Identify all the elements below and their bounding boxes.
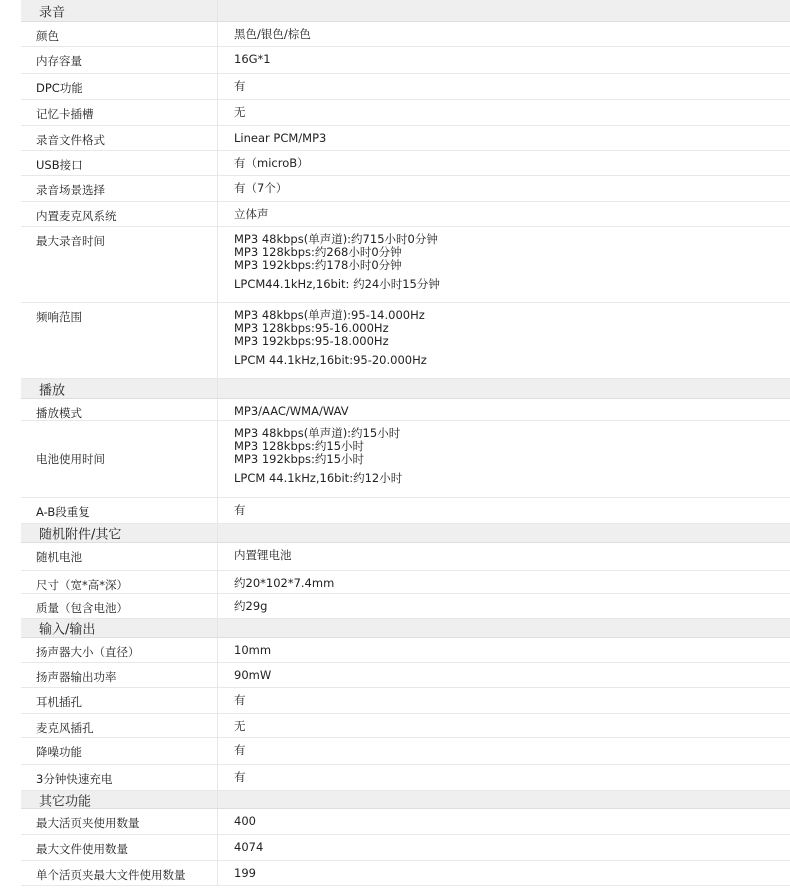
spec-value [234, 427, 402, 485]
section-title: 录音 [39, 5, 66, 20]
spec-value-line: 有（microB） [234, 156, 309, 170]
spec-label: 最大文件使用数量 [36, 842, 128, 856]
spec-value-line: 有 [234, 743, 246, 757]
spec-label: 扬声器大小（直径） [36, 645, 140, 659]
spec-value-line: 黑色/银色/棕色 [234, 27, 311, 41]
spec-value-line: MP3 128kbps:约268小时0分钟 [234, 245, 402, 259]
spec-value [234, 841, 263, 854]
spec-label: 播放模式 [36, 406, 82, 420]
spec-label: DPC功能 [36, 81, 83, 95]
spec-label: 耳机插孔 [36, 695, 82, 709]
spec-value [234, 80, 246, 93]
spec-value [234, 405, 349, 418]
spec-value [234, 208, 269, 221]
spec-label: 颜色 [36, 29, 59, 43]
spec-label: USB接口 [36, 158, 83, 172]
spec-row [21, 835, 790, 861]
spec-value [234, 694, 246, 707]
spec-label: 最大录音时间 [36, 234, 105, 248]
spec-value [234, 233, 440, 291]
section-header [21, 791, 790, 809]
spec-value [234, 309, 427, 367]
spec-value-line: 约29g [234, 599, 268, 613]
spec-value-line: 立体声 [234, 207, 269, 221]
spec-label: 尺寸（宽*高*深） [36, 578, 128, 592]
spec-value [234, 504, 246, 517]
spec-row [21, 421, 790, 498]
spec-row [21, 861, 790, 886]
spec-row [21, 399, 790, 421]
spec-label: 麦克风插孔 [36, 721, 94, 735]
spec-value [234, 53, 271, 66]
spec-label: 电池使用时间 [36, 452, 105, 466]
spec-value [234, 549, 292, 562]
spec-label: 录音文件格式 [36, 133, 105, 147]
spec-value [234, 28, 311, 41]
spec-value [234, 157, 309, 170]
spec-value-line: 有 [234, 79, 246, 93]
spec-value-line: 90mW [234, 668, 272, 682]
section-header [21, 0, 790, 22]
spec-value-line: 无 [234, 105, 246, 119]
spec-label: 记忆卡插槽 [36, 107, 94, 121]
spec-value [234, 182, 287, 195]
spec-row [21, 663, 790, 688]
spec-value [234, 720, 246, 733]
spec-value-line: 有 [234, 770, 246, 784]
spec-row [21, 714, 790, 738]
spec-value [234, 815, 256, 828]
spec-row [21, 738, 790, 765]
spec-row [21, 227, 790, 303]
section-header [21, 524, 790, 543]
spec-label: 3分钟快速充电 [36, 772, 113, 786]
spec-value-line: 199 [234, 866, 256, 880]
spec-value [234, 644, 271, 657]
spec-value-line: 16G*1 [234, 52, 271, 66]
spec-value-line: MP3 48kbps(单声道):约715小时0分钟 [234, 232, 438, 246]
section-header [21, 619, 790, 638]
spec-value-line: LPCM44.1kHz,16bit: 约24小时15分钟 [234, 277, 440, 291]
spec-row [21, 809, 790, 835]
spec-label: A-B段重复 [36, 505, 90, 519]
spec-value [234, 132, 326, 145]
spec-label: 扬声器输出功率 [36, 670, 117, 684]
spec-value-line: MP3/AAC/WMA/WAV [234, 404, 349, 418]
spec-value [234, 867, 256, 880]
spec-row [21, 151, 790, 176]
spec-value-line: 约20*102*7.4mm [234, 576, 335, 590]
spec-value-line: Linear PCM/MP3 [234, 131, 327, 145]
spec-row [21, 202, 790, 227]
section-title: 随机附件/其它 [39, 527, 122, 543]
spec-value-line: LPCM 44.1kHz,16bit:95-20.000Hz [234, 353, 427, 367]
spec-value-line: MP3 48kbps(单声道):95-14.000Hz [234, 308, 425, 322]
spec-value-line: 4074 [234, 840, 264, 854]
spec-row [21, 74, 790, 100]
section-title: 其它功能 [39, 794, 92, 809]
spec-value-line: MP3 48kbps(单声道):约15小时 [234, 426, 401, 440]
spec-value-line: MP3 192kbps:约15小时 [234, 452, 365, 466]
spec-row [21, 543, 790, 571]
spec-value [234, 771, 246, 784]
spec-value-line: MP3 128kbps:约15小时 [234, 439, 365, 453]
spec-value [234, 577, 334, 590]
spec-label: 录音场景选择 [36, 183, 105, 197]
spec-row [21, 100, 790, 126]
section-header [21, 379, 790, 399]
spec-row [21, 498, 790, 524]
spec-value-line: 有 [234, 693, 246, 707]
spec-value [234, 669, 271, 682]
spec-row [21, 303, 790, 379]
spec-label: 内置麦克风系统 [36, 209, 117, 223]
spec-label: 最大活页夹使用数量 [36, 816, 140, 830]
spec-value [234, 600, 267, 613]
spec-value-line: 有（7个） [234, 181, 288, 195]
spec-row [21, 47, 790, 74]
spec-value-line: 有 [234, 503, 246, 517]
section-title: 播放 [39, 383, 66, 398]
spec-label: 频响范围 [36, 310, 82, 324]
spec-label: 单个活页夹最大文件使用数量 [36, 868, 186, 882]
spec-row [21, 638, 790, 663]
spec-value-line: 无 [234, 719, 246, 733]
spec-value-line: MP3 128kbps:95-16.000Hz [234, 321, 389, 335]
spec-value-line: 400 [234, 814, 256, 828]
spec-row [21, 688, 790, 714]
spec-value [234, 106, 246, 119]
section-title: 输入/输出 [39, 622, 96, 638]
spec-label: 质量（包含电池） [36, 601, 128, 615]
spec-row [21, 571, 790, 594]
spec-value [234, 744, 246, 757]
spec-value-line: 内置锂电池 [234, 548, 292, 562]
spec-value-line: MP3 192kbps:约178小时0分钟 [234, 258, 402, 272]
spec-value-line: 10mm [234, 643, 272, 657]
spec-row [21, 176, 790, 202]
spec-label: 降噪功能 [36, 745, 82, 759]
spec-value-line: LPCM 44.1kHz,16bit:约12小时 [234, 471, 403, 485]
spec-label: 内存容量 [36, 54, 82, 68]
spec-row [21, 765, 790, 791]
spec-row [21, 594, 790, 619]
spec-row [21, 126, 790, 151]
spec-label: 随机电池 [36, 550, 82, 564]
spec-row [21, 22, 790, 47]
spec-value-line: MP3 192kbps:95-18.000Hz [234, 334, 389, 348]
